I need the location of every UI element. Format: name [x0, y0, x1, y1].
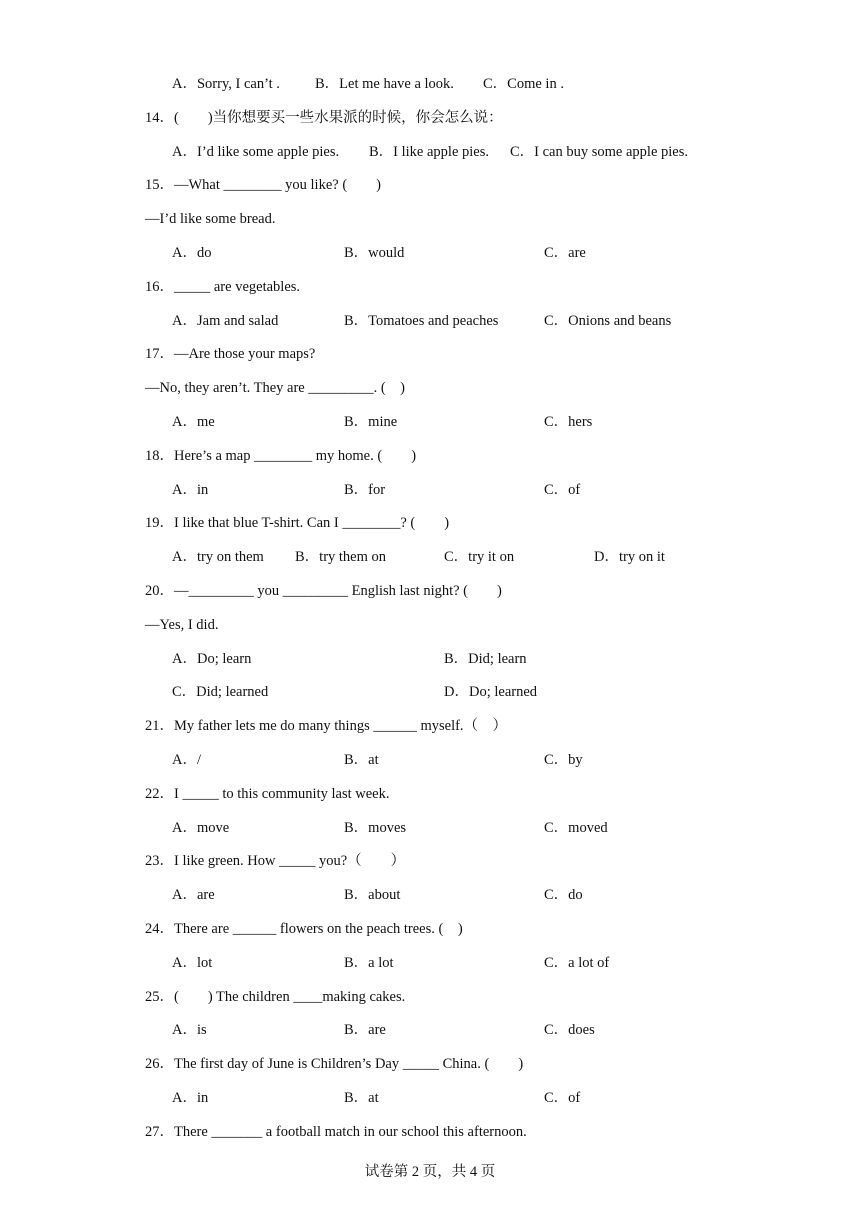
option-text: of: [568, 1090, 581, 1106]
option-letter: A: [172, 482, 183, 498]
option-text: Onions and beans: [568, 313, 672, 329]
option-letter: B: [315, 76, 325, 92]
question-line: 27．There _______ a football match in our school this afternoon.: [145, 1124, 527, 1140]
option-separator: ．: [453, 549, 469, 565]
option-letter: B: [344, 245, 354, 261]
option-separator: ．: [453, 651, 469, 667]
option-separator: ．: [353, 313, 369, 329]
option-separator: ．: [182, 651, 197, 667]
option-separator: ．: [553, 820, 569, 836]
answer-option-a: [172, 751, 201, 769]
option-letter: D: [594, 549, 605, 565]
option-separator: ．: [353, 482, 369, 498]
answer-option-a: [172, 413, 215, 431]
option-text: lot: [196, 955, 213, 971]
option-letter: B: [344, 1022, 354, 1038]
answer-option-b: [344, 954, 394, 972]
option-text: /: [196, 752, 202, 768]
option-text: Jam and salad: [196, 313, 279, 329]
option-separator: ．: [182, 76, 197, 92]
option-text: are: [368, 1022, 386, 1038]
option-separator: ．: [353, 1090, 369, 1106]
option-letter: B: [295, 549, 305, 565]
option-text: for: [368, 482, 386, 498]
option-letter: B: [344, 313, 354, 329]
question-line: 15．—What ________ you like? ( ): [145, 177, 381, 193]
answer-option-d: [594, 548, 665, 566]
answer-option-a: [172, 819, 229, 837]
option-letter: C: [544, 482, 554, 498]
option-letter: C: [544, 1090, 554, 1106]
answer-option-c: [544, 312, 671, 330]
option-separator: ．: [553, 245, 569, 261]
option-separator: ．: [353, 245, 369, 261]
option-text: try on them: [196, 549, 264, 565]
option-text: at: [368, 752, 379, 768]
option-letter: C: [544, 414, 554, 430]
option-text: me: [196, 414, 215, 430]
option-letter: C: [444, 549, 454, 565]
answer-option-c: [483, 75, 564, 93]
answer-option-b: [444, 650, 527, 668]
answer-option-a: [172, 886, 215, 904]
option-letter: C: [172, 684, 182, 700]
option-letter: C: [544, 245, 554, 261]
option-separator: ．: [353, 414, 369, 430]
option-letter: B: [344, 482, 354, 498]
option-separator: ．: [182, 245, 197, 261]
option-separator: ．: [454, 684, 469, 700]
answer-option-b: [369, 143, 489, 161]
option-letter: B: [344, 1090, 354, 1106]
option-text: Did; learn: [468, 651, 527, 667]
answer-option-c: [544, 481, 580, 499]
option-text: do: [568, 887, 583, 903]
answer-option-c: [172, 683, 268, 701]
option-letter: B: [344, 414, 354, 430]
answer-option-c: [544, 886, 583, 904]
option-text: would: [368, 245, 405, 261]
option-letter: C: [544, 955, 554, 971]
answer-option-c: [544, 413, 592, 431]
page-footer: 试卷第 2 页，共 4 页: [364, 1164, 496, 1180]
answer-option-a: [172, 143, 339, 161]
question-line: 23．I like green. How _____ you?（ ）: [145, 853, 406, 869]
question-line: 24．There are ______ flowers on the peach trees. ( ): [145, 921, 463, 937]
answer-option-b: [295, 548, 386, 566]
answer-option-b: [344, 481, 385, 499]
option-letter: B: [344, 887, 354, 903]
option-letter: A: [172, 651, 183, 667]
option-separator: ．: [553, 752, 569, 768]
option-letter: B: [444, 651, 454, 667]
option-separator: ．: [182, 549, 197, 565]
answer-option-c: [544, 1021, 595, 1039]
option-text: I can buy some apple pies.: [534, 144, 688, 160]
answer-option-a: [172, 548, 264, 566]
option-text: I’d like some apple pies.: [196, 144, 340, 160]
answer-option-c: [544, 954, 609, 972]
option-letter: A: [172, 144, 183, 160]
answer-option-b: [344, 244, 404, 262]
option-separator: ．: [182, 482, 197, 498]
answer-option-a: [172, 75, 280, 93]
option-text: Sorry, I can’t .: [196, 76, 280, 92]
answer-option-b: [344, 1021, 386, 1039]
option-separator: ．: [353, 887, 369, 903]
option-text: Did; learned: [196, 684, 269, 700]
option-separator: ．: [553, 482, 569, 498]
option-letter: A: [172, 887, 183, 903]
option-separator: ．: [353, 955, 369, 971]
answer-option-a: [172, 244, 211, 262]
option-text: moves: [368, 820, 407, 836]
option-letter: A: [172, 752, 183, 768]
option-text: Do; learned: [468, 684, 538, 700]
answer-option-a: [172, 650, 251, 668]
option-text: in: [196, 482, 209, 498]
option-separator: ．: [553, 1090, 569, 1106]
answer-option-d: [444, 683, 537, 701]
option-letter: A: [172, 549, 183, 565]
option-letter: A: [172, 245, 183, 261]
option-separator: ．: [182, 1022, 197, 1038]
option-letter: C: [544, 820, 554, 836]
option-letter: C: [544, 1022, 554, 1038]
question-line: —I’d like some bread.: [145, 211, 276, 227]
answer-option-b: [344, 413, 397, 431]
answer-option-c: [510, 143, 688, 161]
option-separator: ．: [182, 887, 197, 903]
option-separator: ．: [353, 1022, 369, 1038]
option-letter: A: [172, 820, 183, 836]
answer-option-b: [344, 751, 379, 769]
option-separator: ．: [553, 887, 569, 903]
option-text: are: [196, 887, 215, 903]
question-line: 18．Here’s a map ________ my home. ( ): [145, 448, 417, 464]
option-letter: B: [344, 820, 354, 836]
answer-option-c: [544, 751, 583, 769]
option-text: are: [568, 245, 586, 261]
option-separator: ．: [604, 549, 619, 565]
option-separator: ．: [182, 820, 197, 836]
option-text: does: [568, 1022, 595, 1038]
option-text: move: [196, 820, 230, 836]
question-line: —Yes, I did.: [145, 617, 219, 633]
option-text: a lot: [368, 955, 394, 971]
option-separator: ．: [353, 752, 369, 768]
option-letter: C: [510, 144, 520, 160]
answer-option-c: [444, 548, 514, 566]
option-separator: ．: [182, 414, 197, 430]
question-line: 25．( ) The children ____making cakes.: [145, 989, 406, 1005]
option-letter: B: [369, 144, 379, 160]
option-text: do: [196, 245, 212, 261]
option-separator: ．: [182, 955, 197, 971]
option-text: is: [196, 1022, 207, 1038]
option-letter: C: [544, 887, 554, 903]
answer-option-a: [172, 481, 208, 499]
option-text: moved: [568, 820, 608, 836]
answer-option-a: [172, 954, 212, 972]
option-text: try it on: [468, 549, 515, 565]
option-letter: A: [172, 414, 183, 430]
question-line: 14．( )当你想要买一些水果派的时候，你会怎么说：: [145, 110, 503, 126]
option-text: I like apple pies.: [393, 144, 490, 160]
option-text: mine: [368, 414, 398, 430]
option-separator: ．: [519, 144, 535, 160]
option-text: of: [568, 482, 581, 498]
option-separator: ．: [553, 1022, 569, 1038]
option-letter: A: [172, 76, 183, 92]
answer-option-a: [172, 1089, 208, 1107]
option-text: hers: [568, 414, 593, 430]
option-separator: ．: [378, 144, 394, 160]
option-separator: ．: [182, 1090, 197, 1106]
option-text: Tomatoes and peaches: [368, 313, 499, 329]
answer-option-b: [344, 819, 406, 837]
option-letter: C: [544, 313, 554, 329]
option-separator: ．: [182, 752, 197, 768]
option-letter: B: [344, 752, 354, 768]
option-text: try them on: [319, 549, 387, 565]
question-line: —No, they aren’t. They are _________. ( ): [145, 380, 405, 396]
option-separator: ．: [304, 549, 320, 565]
question-line: 26．The first day of June is Children’s Day _____ China. ( ): [145, 1056, 524, 1072]
option-text: by: [568, 752, 583, 768]
option-text: about: [368, 887, 401, 903]
question-line: 19．I like that blue T-shirt. Can I ________? ( ): [145, 515, 450, 531]
option-separator: ．: [324, 76, 340, 92]
option-text: Come in .: [507, 76, 564, 92]
answer-option-c: [544, 244, 586, 262]
option-text: at: [368, 1090, 379, 1106]
option-separator: ．: [553, 414, 569, 430]
answer-option-c: [544, 819, 608, 837]
option-letter: C: [544, 752, 554, 768]
answer-option-c: [544, 1089, 580, 1107]
option-letter: B: [344, 955, 354, 971]
answer-option-a: [172, 1021, 207, 1039]
question-line: 22．I _____ to this community last week.: [145, 786, 390, 802]
option-letter: D: [444, 684, 455, 700]
option-text: try on it: [618, 549, 665, 565]
option-separator: ．: [492, 76, 508, 92]
option-text: in: [196, 1090, 209, 1106]
answer-option-b: [344, 312, 498, 330]
option-text: Do; learn: [196, 651, 252, 667]
option-letter: C: [483, 76, 493, 92]
option-separator: ．: [182, 313, 197, 329]
option-letter: A: [172, 1022, 183, 1038]
option-letter: A: [172, 1090, 183, 1106]
answer-option-b: [315, 75, 454, 93]
answer-option-b: [344, 886, 400, 904]
question-line: 20．—_________ you _________ English last night? ( ): [145, 583, 502, 599]
option-letter: A: [172, 313, 183, 329]
answer-option-b: [344, 1089, 379, 1107]
option-letter: A: [172, 955, 183, 971]
question-line: 17．—Are those your maps?: [145, 346, 316, 362]
option-separator: ．: [553, 313, 569, 329]
option-text: a lot of: [568, 955, 610, 971]
question-line: 21．My father lets me do many things ______ myself.（ ）: [145, 718, 508, 734]
option-separator: ．: [353, 820, 369, 836]
option-text: Let me have a look.: [339, 76, 454, 92]
answer-option-a: [172, 312, 278, 330]
option-separator: ．: [182, 144, 197, 160]
question-line: 16．_____ are vegetables.: [145, 279, 301, 295]
option-separator: ．: [181, 684, 197, 700]
option-separator: ．: [553, 955, 569, 971]
